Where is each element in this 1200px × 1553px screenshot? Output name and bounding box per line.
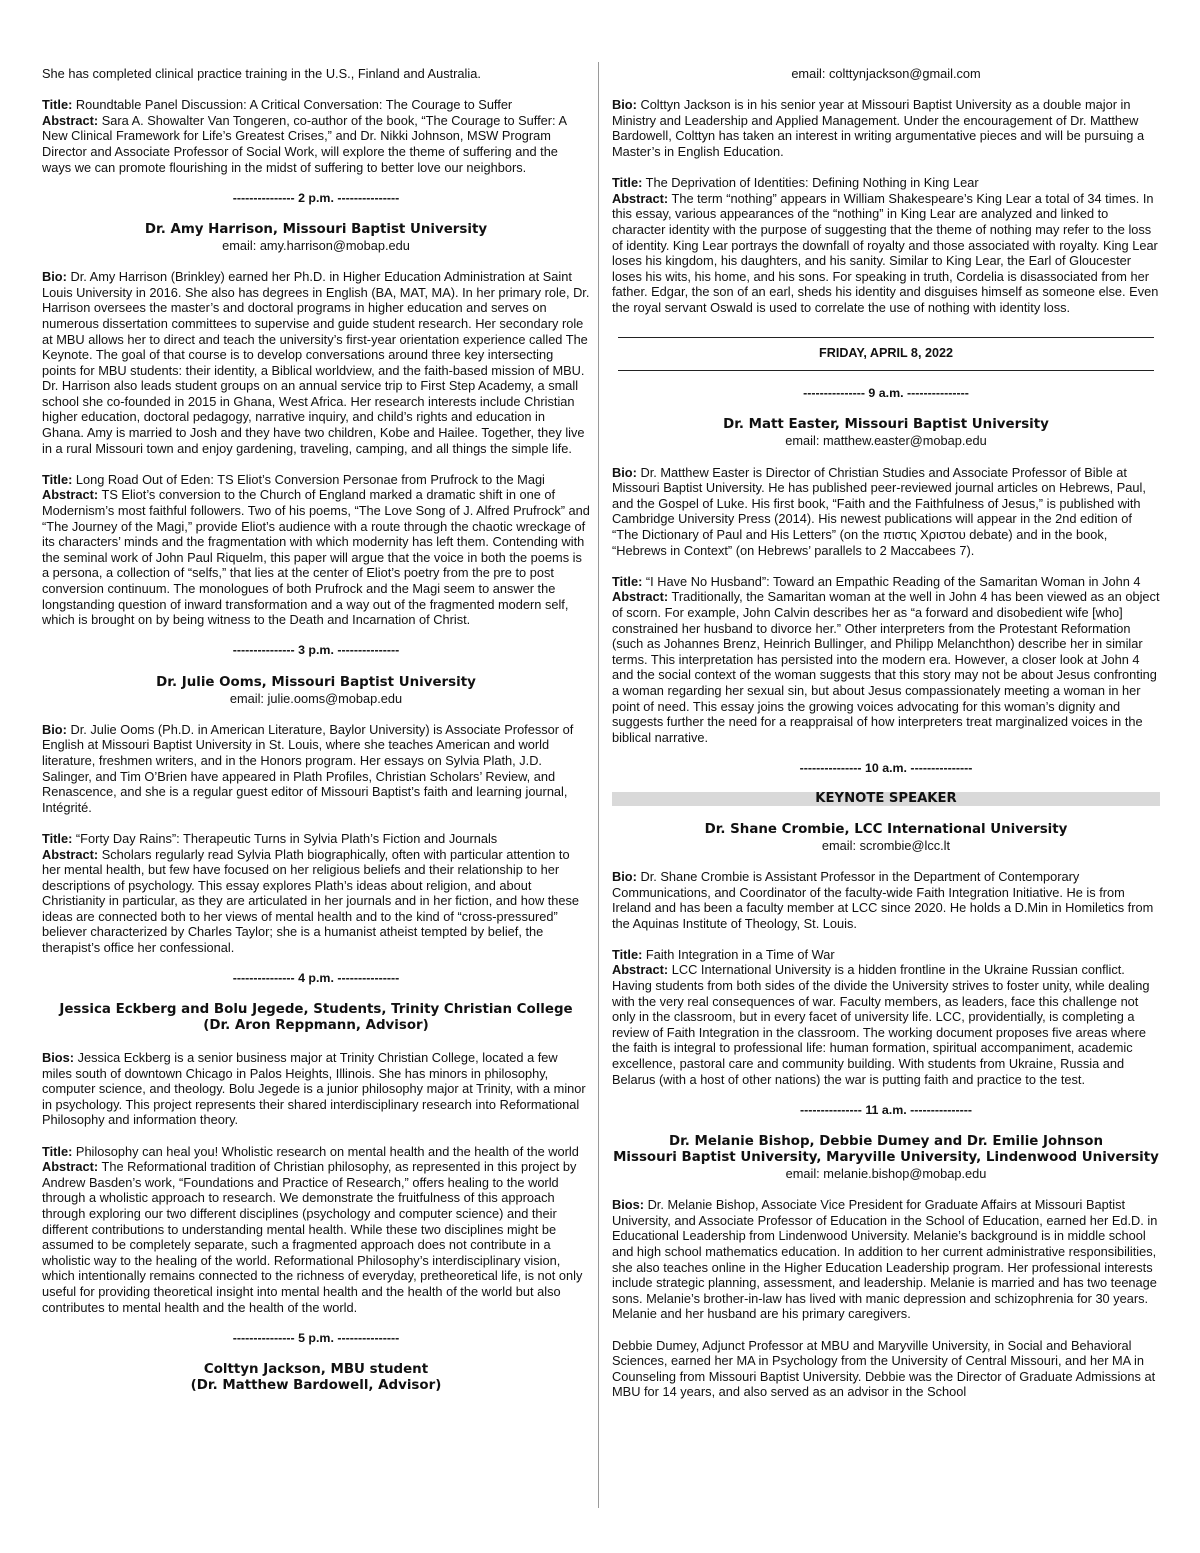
- speaker-name: Dr. Amy Harrison, Missouri Baptist University: [144, 221, 488, 237]
- panel-entry: [42, 97, 590, 175]
- speaker-name: Dr. Shane Crombie, LCC International University: [704, 821, 1068, 837]
- ooms-entry: [42, 675, 590, 956]
- speaker-bio: Bio: Dr. Amy Harrison (Brinkley) earned her Ph.D. in Higher Education Administration at Saint Louis University in 2016. She also has degrees in English (BA, MAT, MA). In her primary role, Dr. Harrison oversees the master’s and doctoral programs in higher education and serves on numerous dissertation committees to supervise and guide student research. Her secondary role at MBU allows her to direct and teach the university’s first-year orientation experience called The Keynote. The goal of that course is to develop conversations around three key intersecting points for MBU students: their identity, a Biblical worldview, and the faith-based mission of MBU. Dr. Harrison also leads student groups on an annual service trip to First Step Academy, a small school she co-founded in 2015 in Ghana, West Africa. Her research interests include Christian higher education, doctoral pedagogy, narrative inquiry, and child’s rights and education in Ghana. Amy is married to Josh and they have two children, Kobe and Hailee. Together, they live in a rural Missouri town and enjoy gardening, traveling, camping, and all things the simple life.: [42, 269, 590, 456]
- speaker-email: email: amy.harrison@mobap.edu: [222, 237, 410, 253]
- talk-abstract: Abstract: The term “nothing” appears in William Shakespeare’s King Lear a total of 34 times. In this essay, various appearances of the “nothing” in King Lear are analyzed and linked to character identity with the purpose of suggesting that the theme of nothing may refer to the loss of identity. King Lear portrays the downfall of royalty and those associated with royalty. King Lear loses his kingdom, his daughters, and his sanity. Similar to King Lear, the Earl of Gloucester loses his wits, his home, and his sons. For speaking in truth, Cordelia is disassociated from her father. Edgar, the son of an earl, sheds his identity and disguises himself as someone else. Even the royal servant Oswald is used to correlate the use of nothing with identity loss.: [612, 190, 1159, 315]
- column-divider: [598, 62, 599, 1508]
- crombie-entry: [612, 822, 1160, 1088]
- speaker-bios: Bios: Jessica Eckberg is a senior business major at Trinity Christian College, located a few miles south of downtown Chicago in Palos Heights, Illinois. She has minors in philosophy, computer science, and theology. Bolu Jegede is a junior philosophy major at Trinity, with a minor in psychology. This project represents their shared interdisciplinary research into Reformational Philosophy and information theory.: [42, 1050, 586, 1128]
- speaker-bios: Bios: Dr. Melanie Bishop, Associate Vice President for Graduate Affairs at Missouri Baptist University, and Associate Professor of Education in the School of Education, earned her Ed.D. in Educational Leadership from Lindenwood University. Melanie’s background is in middle school and high school mathematics education. In addition to her current administrative responsibilities, she also teaches online in the Higher Education Leadership program. Her professional interests include strategic planning, assessment, and leadership. Melanie is married and has two teenage sons. Melanie’s brother-in-law has lived with manic depression and schizophrenia for 30 years. Melanie and her husband are his primary caregivers.: [612, 1197, 1158, 1322]
- speaker-email: email: julie.ooms@mobap.edu: [229, 690, 403, 706]
- speaker-advisor: (Dr. Aron Reppmann, Advisor): [203, 1018, 429, 1034]
- left-column: [42, 66, 590, 1394]
- speaker-name: Jessica Eckberg and Bolu Jegede, Students, Trinity Christian College: [59, 1002, 573, 1018]
- speaker-bio: Bio: Dr. Julie Ooms (Ph.D. in American Literature, Baylor University) is Associate Professor of English at Missouri Baptist University in St. Louis, where she teaches American and world literature, freshmen writers, and in the Honors program. Her essays on Sylvia Plath, J.D. Salinger, and Tim O’Brien have appeared in Plath Profiles, Christian Scholars’ Review, and Renascence, and she is a regular guest editor of Missouri Baptist’s faith and learning journal, Intégrité.: [42, 721, 574, 815]
- talk-abstract: Abstract: The Reformational tradition of Christian philosophy, as represented in this project by Andrew Basden’s work, “Foundations and Practice of Research,” offers healing to the world through a wholistic approach to research. We demonstrate the fruitfulness of this approach through exploring our two different disciplines (psychology and computer science) and their different contributions to understanding mental health. While these two disciplines might be assumed to be completely separate, such a fragmented approach does not contribute in a wholistic way to the healing of the world. Reformational Philosophy’s interdisciplinary vision, which intentionally remains connected to the richness of everyday, pretheoretical life, is not only useful for providing theoretical insight into mental health and the health of the world but also contributes to mental health and the health of the world.: [42, 1159, 583, 1315]
- speaker-names: Dr. Melanie Bishop, Debbie Dumey and Dr. Emilie Johnson: [668, 1134, 1103, 1149]
- speaker-email: email: scrombie@lcc.lt: [821, 837, 951, 853]
- speaker-bio: Bio: Colttyn Jackson is in his senior year at Missouri Baptist University as a double major in Ministry and Leadership and Applied Management. Under the encouragement of Dr. Matthew Bardowell, Colttyn has taken an interest in writing argumentative pieces and will be pursuing a Master’s in English Education.: [612, 97, 1145, 159]
- talk-title: Title: Long Road Out of Eden: TS Eliot’s Conversion Personae from Prufrock to the Magi: [42, 471, 545, 487]
- time-2pm: --------------- 2 p.m. ---------------: [232, 190, 400, 205]
- talk-abstract: Abstract: LCC International University is a hidden frontline in the Ukraine Russian conflict. Having students from both sides of the divide the University strives to foster unity, while dealing with the very real consequences of war. Faculty members, as leaders, face this challenge not only in the classroom, but in every facet of university life. LCC, providentially, is completing a review of Faith Integration in the classroom. The working document proposes five areas where the faith is integral to professional life: human formation, spiritual accompaniment, academic excellence, pastoral care and community building. With students from Ukraine, Russia and Belarus (with a host of other nations) the war is putting faith and practice to the test.: [612, 962, 1150, 1087]
- time-4pm: --------------- 4 p.m. ---------------: [232, 971, 400, 986]
- speaker-email: email: colttynjackson@gmail.com: [791, 66, 981, 81]
- talk-abstract: Abstract: Traditionally, the Samaritan woman at the well in John 4 has been viewed as an object of scorn. For example, John Calvin describes her as “a forward and disobedient wife [who] constrained her husband to divorce her.” Other interpreters from the Protestant Reformation (such as Johannes Brenz, Heinrich Bullinger, and Philipp Melanchthon) describe her in similar terms. This interpretation has persisted into the modern era. However, a closer look at John 4 and the social context of the woman suggests that this story may not be about Jesus confronting a woman regarding her sexual sin, but about Jesus compassionately meeting a woman in her point of need. This essay joins the growing voices advocating for this woman’s dignity and suggests further the need for a reappraisal of how interpreters treat marginalized voices in the biblical narrative.: [612, 589, 1160, 745]
- talk-abstract: Abstract: Scholars regularly read Sylvia Plath biographically, often with particular attention to her mental health, but few have focused on her religious beliefs and their relationship to her descriptions of psychology. This essay explores Plath’s ideas about religion, and about Christianity in particular, as they are articulated in her journals and in her fiction, and how these ideas are connected both to her views of mental health and to the kind of “cross-pressured” believer characterized by Charles Taylor; she is a humanist atheist tempted by belief, the therapist’s office her confessional.: [42, 846, 580, 956]
- speaker-institutions: Missouri Baptist University, Maryville University, Lindenwood University: [613, 1150, 1159, 1165]
- speaker-advisor: (Dr. Matthew Bardowell, Advisor): [190, 1377, 442, 1393]
- day-header: [612, 322, 1160, 371]
- speaker-name: Dr. Matt Easter, Missouri Baptist University: [723, 417, 1049, 433]
- speaker-name: Dr. Julie Ooms, Missouri Baptist University: [156, 674, 476, 690]
- talk-title: Title: “I Have No Husband”: Toward an Empathic Reading of the Samaritan Woman in John 4: [612, 573, 1141, 589]
- panel-abstract: Abstract: Sara A. Showalter Van Tongeren, co-author of the book, “The Courage to Suffer: A New Clinical Framework for Life’s Greatest Crises,” and Dr. Nikki Johnson, MSW Program Director and Associate Professor of Social Work, will explore the theme of suffering and the ways we can promote flourishing in the midst of suffering to better love our neighbors.: [42, 112, 567, 175]
- time-3pm: --------------- 3 p.m. ---------------: [232, 643, 400, 658]
- easter-entry: [612, 417, 1160, 745]
- talk-title: Title: The Deprivation of Identities: Defining Nothing in King Lear: [612, 175, 979, 191]
- talk-title: Title: “Forty Day Rains”: Therapeutic Turns in Sylvia Plath’s Fiction and Journals: [42, 830, 498, 846]
- time-10am: --------------- 10 a.m. ---------------: [799, 760, 973, 775]
- intro-text: She has completed clinical practice training in the U.S., Finland and Australia.: [42, 66, 481, 81]
- speaker-bio: Bio: Dr. Shane Crombie is Assistant Professor in the Department of Contemporary Communications, and Coordinator of the faculty-wide Faith Integration Initiative. He is from Ireland and has been a faculty member at LCC since 2020. He holds a D.Min in Homiletics from the Aquinas Institute of Theology, St. Louis.: [612, 868, 1154, 931]
- jackson-heading: [42, 1362, 590, 1394]
- time-9am: --------------- 9 a.m. ---------------: [803, 386, 969, 401]
- harrison-entry: [42, 222, 590, 628]
- speaker-name: Colttyn Jackson, MBU student: [203, 1361, 429, 1377]
- talk-abstract: Abstract: TS Eliot’s conversion to the Church of England marked a dramatic shift in one of Modernism’s most faithful followers. Two of his poems, “The Love Song of J. Alfred Prufrock” and “The Journey of the Magi,” provide Eliot’s audience with a route through the chaotic wreckage of its characters’ minds and the fragmentation with which modernity has left them. Contending with the seminal work of John Paul Riquelm, this paper will argue that the voice in both the poems is a persona, a collection of “selfs,” that lies at the center of Eliot’s poetry from the pre to post conversion continuum. The monologues of both Prufrock and the Magi seem to answer the longstanding question of inward transformation and a way out of the fragmented modern self, which is brought on by being witness to the Death and Incarnation of Christ.: [42, 487, 590, 628]
- speaker-email: email: melanie.bishop@mobap.edu: [785, 1166, 987, 1181]
- day-title: FRIDAY, APRIL 8, 2022: [819, 346, 953, 361]
- panel-title: Title: Roundtable Panel Discussion: A Critical Conversation: The Courage to Suffer: [42, 97, 513, 113]
- right-column: [612, 66, 1160, 1400]
- speaker-email: email: matthew.easter@mobap.edu: [785, 433, 987, 449]
- bishop-entry: [612, 1134, 1160, 1400]
- dumey-bio: Debbie Dumey, Adjunct Professor at MBU and Maryville University, in Social and Behavioral Sciences, earned her MA in Psychology from the University of Central Missouri, and her MA in Counseling from Missouri Baptist University. Debbie was the Director of Graduate Admissions at MBU for 14 years, and also served as an advisor in the School: [612, 1337, 1156, 1400]
- talk-title: Title: Faith Integration in a Time of War: [612, 946, 835, 962]
- time-5pm: --------------- 5 p.m. ---------------: [232, 1330, 400, 1345]
- time-11am: --------------- 11 a.m. ---------------: [799, 1102, 972, 1117]
- speaker-bio: Bio: Dr. Matthew Easter is Director of Christian Studies and Associate Professor of Bible at Missouri Baptist University. He has published peer-reviewed journal articles on Hebrews, Paul, and the Gospel of Luke. His first book, “Faith and the Faithfulness of Jesus,” is published with Cambridge University Press (2014). His newest publications will appear in the 2nd edition of “The Dictionary of Paul and His Letters” (on the πιστις Χριστου debate) and in the book, “Hebrews in Context” (on Hebrews’ parallels to 2 Maccabees 7).: [612, 464, 1146, 558]
- keynote-banner: KEYNOTE SPEAKER: [612, 792, 1160, 806]
- trinity-entry: [42, 1002, 590, 1315]
- jackson-entry: [612, 66, 1160, 316]
- talk-title: Title: Philosophy can heal you! Wholistic research on mental health and the health of the world: [42, 1143, 579, 1159]
